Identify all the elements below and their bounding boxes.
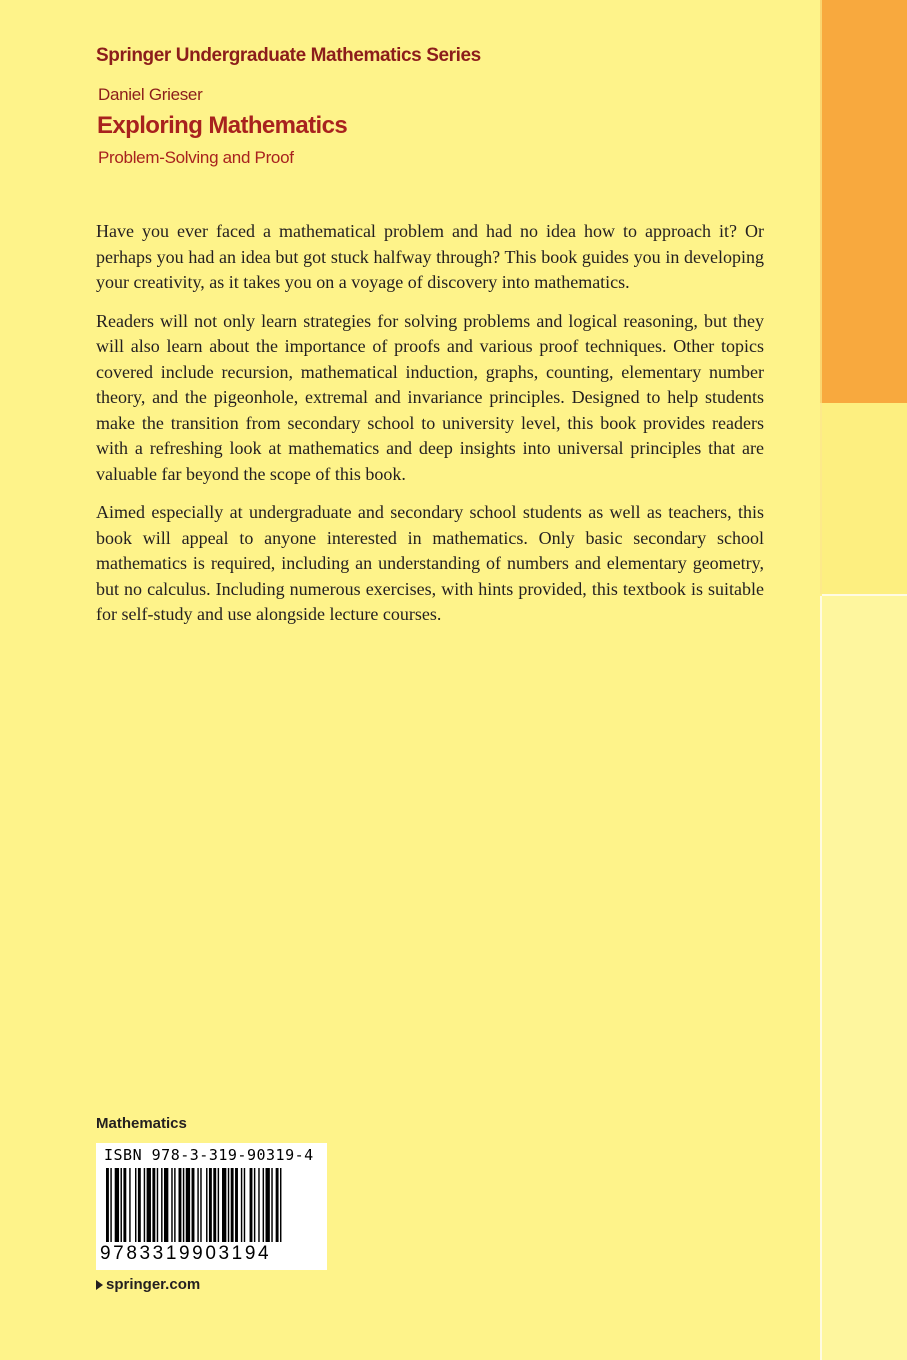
barcode-bar [138, 1168, 141, 1242]
barcode-bar [144, 1168, 145, 1242]
barcode-bar [222, 1168, 226, 1242]
isbn-number: ISBN 978-3-319-90319-4 [104, 1146, 314, 1164]
barcode-bar [123, 1168, 126, 1242]
barcode-bar [271, 1168, 272, 1242]
barcode-bar [129, 1168, 130, 1242]
barcode-bar [171, 1168, 172, 1242]
barcode-bar [209, 1168, 212, 1242]
barcode-bar [241, 1168, 242, 1242]
barcode-bar [250, 1168, 253, 1242]
barcode-bar [147, 1168, 151, 1242]
barcode-bar [276, 1168, 279, 1242]
barcode-bar [266, 1168, 270, 1242]
blurb [96, 219, 764, 641]
author-name: Daniel Grieser [98, 85, 203, 104]
barcode-bar [213, 1168, 216, 1242]
barcode-bar [192, 1168, 195, 1242]
barcode-bar [135, 1168, 136, 1242]
blurb-paragraph: Aimed especially at undergraduate and secondary school students as well as teachers, this book will appeal to anyone interested in mathematics. Only basic secondary school mathematics is required, including an understanding of numbers and elementary geometry, but no calculus. Including numerous exercises, with hints provided, this textbook is suitable for self-study and use alongside lecture courses. [96, 502, 764, 624]
arrow-right-icon [96, 1280, 103, 1290]
blurb-paragraph: Have you ever faced a mathematical problem and had no idea how to approach it? Or perhaps you had an idea but got stuck halfway through? This book guides you in developing your creativity, as it takes you on a voyage of discovery into mathematics. [96, 221, 764, 292]
barcode-bar [121, 1168, 122, 1242]
blurb-paragraph: Readers will not only learn strategies for solving problems and logical reasoning, but they will also learn about the importance of proofs and various proof techniques. Other topics covered include recursion, mathematical induction, graphs, counting, elementary number theory, and the pigeonhole, extremal and invariance principles. Designed to help students make the transition from secondary school to university level, this book provides readers with a refreshing look at mathematics and deep insights into universal principles that are valuable far beyond the scope of this book. [96, 310, 764, 484]
barcode-image [102, 1168, 321, 1246]
side-stripe-light [820, 596, 907, 1360]
barcode-bar [197, 1168, 198, 1242]
barcode-bar [254, 1168, 255, 1242]
barcode-bar [200, 1168, 201, 1242]
barcode-bar [186, 1168, 190, 1242]
barcode-bar [231, 1168, 234, 1242]
barcode-bar [235, 1168, 238, 1242]
isbn-barcode-block [96, 1143, 327, 1270]
barcode-bar [244, 1168, 245, 1242]
barcode-bar [218, 1168, 219, 1242]
barcode-digits: 9783319903194 [100, 1243, 272, 1264]
barcode-bar [183, 1168, 184, 1242]
barcode-bar [106, 1168, 109, 1242]
barcode-bar [157, 1168, 158, 1242]
barcode-bar [258, 1168, 259, 1242]
barcode-bar [228, 1168, 229, 1242]
barcode-bar [280, 1168, 281, 1242]
barcode-bar [152, 1168, 155, 1242]
barcode-bar [115, 1168, 119, 1242]
barcode-bar [206, 1168, 207, 1242]
barcode-bar [164, 1168, 168, 1242]
side-stripe-orange [820, 0, 907, 403]
publisher-website [96, 1276, 200, 1293]
barcode-bar [263, 1168, 264, 1242]
barcode-bar [174, 1168, 175, 1242]
side-stripe-yellow [820, 403, 907, 594]
subject-category: Mathematics [96, 1115, 187, 1132]
book-title: Exploring Mathematics [97, 112, 348, 139]
barcode-bar [161, 1168, 162, 1242]
series-name: Springer Undergraduate Mathematics Series [96, 45, 481, 66]
website-label: springer.com [106, 1276, 201, 1293]
book-subtitle: Problem-Solving and Proof [98, 148, 294, 167]
barcode-bar [110, 1168, 111, 1242]
barcode-bar [179, 1168, 182, 1242]
